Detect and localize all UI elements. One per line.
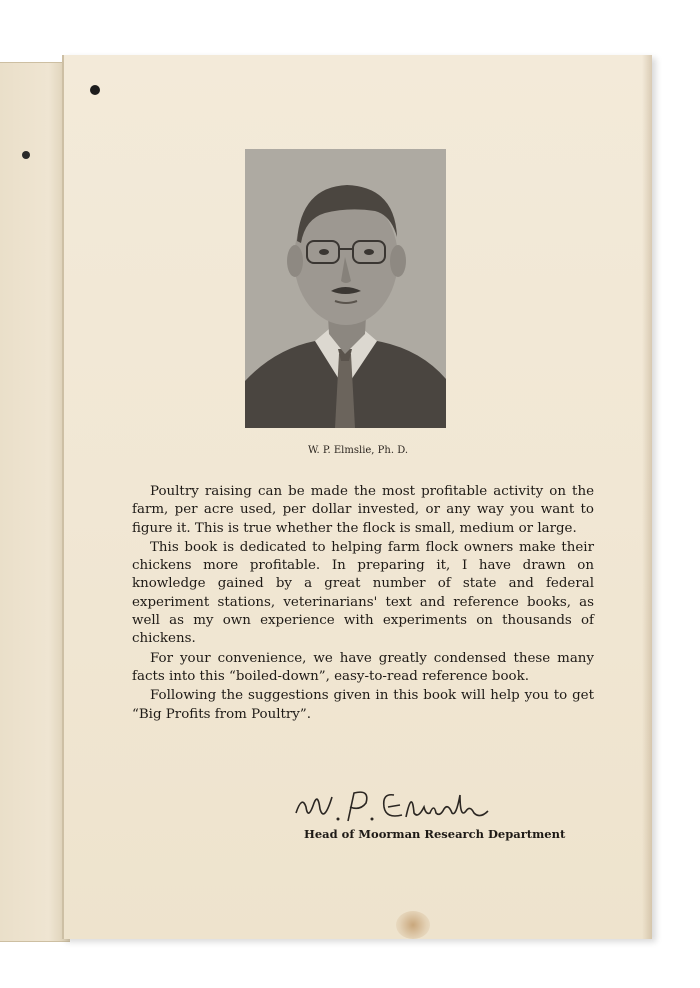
portrait-caption: W. P. Elmslie, Ph. D.: [307, 445, 409, 456]
binding-hole: [22, 151, 30, 159]
signature-text: [294, 785, 300, 786]
paragraph: This book is dedicated to helping farm flock owners make their chickens more profitable. In preparing it, I have drawn on knowledge gained by a great number of state and federal experiment stations, veterinarians' text and reference books, as well as my own experience with experiments on thousands of chickens.: [132, 539, 594, 647]
portrait-illustration: [245, 149, 446, 428]
signatory-title: Head of Moorman Research Department: [304, 827, 566, 841]
binding-hole: [90, 85, 100, 95]
signature-stroke: [294, 785, 524, 830]
paragraph: Poultry raising can be made the most profitable activity on the farm, per acre used, per dollar invested, or any way you want to figure it. This is true whether the flock is small, medium or large.: [132, 484, 594, 536]
booklet-page: [62, 55, 652, 939]
paper-stain: [396, 911, 430, 939]
page-edge-shadow: [642, 55, 652, 939]
author-portrait: [245, 149, 446, 428]
handwritten-signature: [294, 785, 524, 830]
paragraph: Following the suggestions given in this book will help you to get “Big Profits from Poultry”.: [132, 688, 594, 722]
paragraph: For your convenience, we have greatly condensed these many facts into this “boiled-down”, easy-to-read reference book.: [132, 650, 594, 684]
facing-page-edge: [0, 62, 70, 942]
foreword-text: [132, 483, 594, 725]
